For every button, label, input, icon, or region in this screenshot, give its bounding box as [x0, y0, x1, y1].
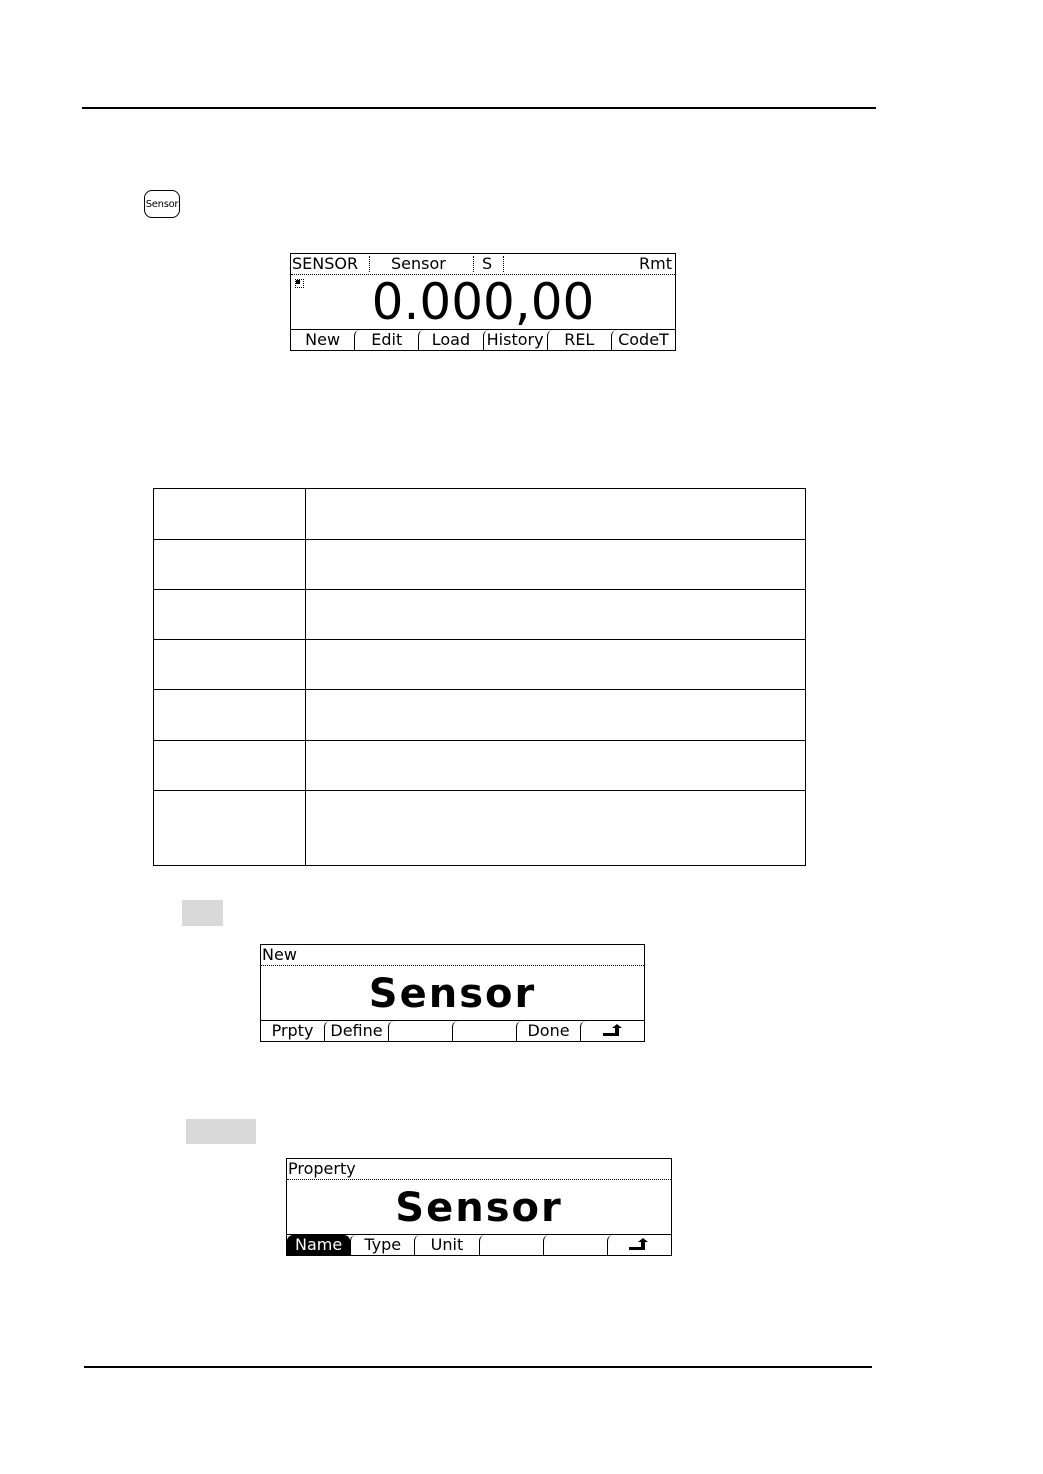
sensor-key-label: Sensor: [145, 198, 179, 210]
lcd-title-bar: [261, 945, 644, 966]
table-cell: [154, 741, 306, 791]
lcd-main-screen: [290, 253, 676, 351]
table-row: [154, 590, 806, 640]
table-cell: [306, 741, 806, 791]
softkey-unit[interactable]: Unit: [414, 1235, 478, 1255]
back-icon: [628, 1238, 650, 1250]
softkey-bar: [291, 329, 675, 350]
lcd-property-screen: [286, 1158, 672, 1256]
softkey-load[interactable]: Load: [418, 330, 482, 350]
sensor-key-icon: [144, 190, 180, 218]
table-cell: [306, 690, 806, 741]
softkey-prpty[interactable]: Prpty: [271, 1021, 314, 1040]
mode-label: SENSOR: [292, 254, 359, 273]
footer-rule: [84, 1366, 872, 1368]
softkey-empty[interactable]: [388, 1021, 452, 1041]
table-cell: [154, 540, 306, 590]
table-cell: [306, 791, 806, 866]
softkey-back[interactable]: [607, 1235, 671, 1255]
table-cell: [154, 690, 306, 741]
highlight-box: [186, 1119, 256, 1144]
table-row: [154, 489, 806, 540]
softkey-rel[interactable]: REL: [547, 330, 611, 350]
softkey-empty[interactable]: [479, 1235, 543, 1255]
table-cell: [154, 489, 306, 540]
lcd-title-bar: [287, 1159, 671, 1180]
softkey-edit[interactable]: Edit: [354, 330, 418, 350]
header-rule: [82, 107, 876, 109]
softkey-empty[interactable]: [452, 1021, 516, 1041]
softkey-type[interactable]: Type: [350, 1235, 414, 1255]
table-cell: [306, 590, 806, 640]
softkey-define[interactable]: Define: [324, 1021, 388, 1041]
measurement-reading: 0.000,00: [371, 273, 595, 331]
softkey-back[interactable]: [580, 1021, 644, 1041]
table-cell: [306, 540, 806, 590]
table-cell: [306, 489, 806, 540]
sensor-name-label: Sensor: [391, 254, 446, 273]
remote-indicator: Rmt: [639, 254, 672, 273]
softkey-empty[interactable]: [543, 1235, 607, 1255]
softkey-history[interactable]: History: [483, 330, 547, 350]
function-table: [153, 488, 806, 866]
softkey-name[interactable]: Name: [287, 1235, 350, 1255]
sensor-tag-label: S: [482, 254, 493, 273]
status-divider: [473, 256, 474, 272]
screen-title: Property: [288, 1159, 356, 1178]
softkey-bar: [287, 1234, 671, 1255]
table-row: [154, 640, 806, 690]
table-row: [154, 791, 806, 866]
back-icon: [602, 1024, 624, 1036]
table-row: [154, 540, 806, 590]
softkey-codet[interactable]: CodeT: [611, 330, 675, 350]
table-cell: [154, 791, 306, 866]
status-divider: [369, 256, 370, 272]
table-cell: [306, 640, 806, 690]
table-row: [154, 690, 806, 741]
highlight-box: [182, 900, 223, 926]
softkey-new[interactable]: New: [305, 330, 341, 349]
table-row: [154, 741, 806, 791]
softkey-done[interactable]: Done: [516, 1021, 580, 1041]
table-cell: [154, 590, 306, 640]
lcd-new-screen: [260, 944, 645, 1042]
table-cell: [154, 640, 306, 690]
sensor-value: Sensor: [395, 1185, 563, 1231]
softkey-bar: [261, 1020, 644, 1041]
screen-title: New: [262, 945, 297, 964]
sensor-value: Sensor: [368, 971, 537, 1017]
status-divider: [503, 256, 504, 272]
